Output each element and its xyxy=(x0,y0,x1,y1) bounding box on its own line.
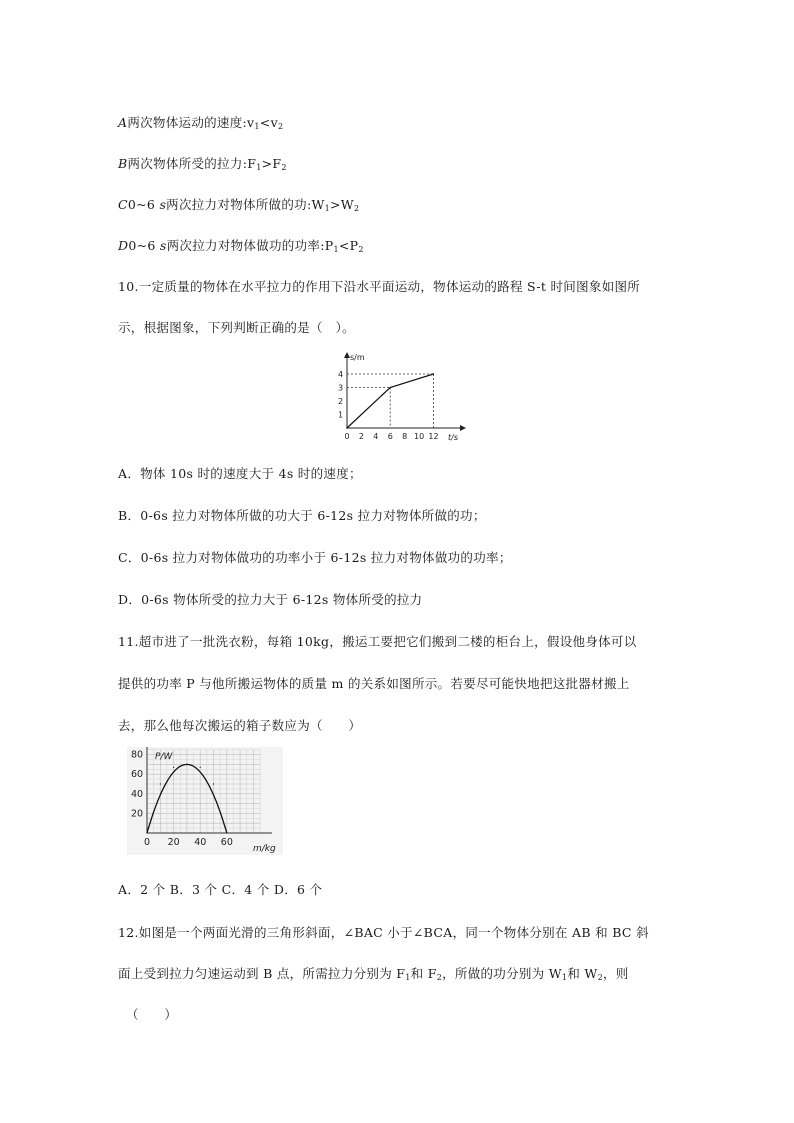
q10-stem-line1: 10.一定质量的物体在水平拉力的作用下沿水平面运动，物体运动的路程 S-t 时间图象如图所 xyxy=(118,279,641,294)
q11-options: A．2 个 B．3 个 C．4 个 D．6 个 xyxy=(118,882,323,897)
q10-x-tick-label: 6 xyxy=(387,432,393,441)
q10-y-tick-label: 2 xyxy=(338,397,344,406)
q11-y-tick-label: 40 xyxy=(131,788,144,800)
q11-data-point xyxy=(200,767,201,768)
q9-option-c: C0~6 s两次拉力对物体所做的功$:W_1>W_2$ xyxy=(118,197,360,213)
q11-x-label: m/kg xyxy=(253,844,276,854)
q10-x-tick-label: 4 xyxy=(373,432,379,441)
q10-x-label: t/s xyxy=(448,433,458,442)
q10-st-graph xyxy=(330,350,470,445)
q11-y-label: P/W xyxy=(155,752,173,762)
q10-y-tick-label: 1 xyxy=(338,410,344,420)
q10-x-arrow xyxy=(460,425,466,431)
q12-stem-line3: （ ） xyxy=(126,1007,178,1022)
q10-option-d: D．0-6s 物体所受的拉力大于 6-12s 物体所受的拉力 xyxy=(118,592,423,607)
q10-option-a: A．物体 10s 时的速度大于 4s 时的速度； xyxy=(118,466,362,481)
q11-x-tick-label: 0 xyxy=(144,837,151,848)
q11-y-tick-label: 60 xyxy=(131,769,144,781)
q9-option-d: D0~6 s两次拉力对物体做功的功率$:P_1<P_2$ xyxy=(118,238,364,254)
q11-data-point xyxy=(160,783,161,784)
q10-y-tick-label: 3 xyxy=(338,383,344,393)
q10-option-c: C．0-6s 拉力对物体做功的功率小于 6-12s 拉力对物体做功的功率； xyxy=(118,550,512,565)
q9-option-b: B两次物体所受的拉力$:F_1>F_2$ xyxy=(118,156,287,172)
q10-data-point xyxy=(389,387,391,389)
q10-x-tick-label: 0 xyxy=(344,432,350,441)
q10-x-tick-label: 10 xyxy=(414,432,425,441)
q11-stem-line3: 去，那么他每次搬运的箱子数应为（ ） xyxy=(118,718,362,733)
q11-x-tick-label: 40 xyxy=(194,837,207,848)
q12-stem-line1: 12.如图是一个两面光滑的三角形斜面，∠BAC 小于∠BCA，同一个物体分别在 AB 和 BC 斜 xyxy=(118,925,649,940)
q10-x-tick-label: 2 xyxy=(358,432,364,441)
q10-data-point xyxy=(433,373,435,375)
q11-data-point xyxy=(186,764,187,765)
q11-data-point xyxy=(226,832,227,833)
q9-option-a: A两次物体运动的速度$:v_1<v_2$ xyxy=(118,115,284,131)
q10-stem-line2: 示，根据图象，下列判断正确的是（ ）。 xyxy=(118,320,355,335)
q11-y-tick-label: 20 xyxy=(131,808,144,820)
q11-y-tick-label: 80 xyxy=(131,749,144,761)
q10-y-tick-label: 4 xyxy=(338,370,344,379)
q10-data-point xyxy=(346,427,348,429)
q11-data-point xyxy=(213,783,214,784)
q10-x-tick-label: 8 xyxy=(402,432,408,441)
q10-y-label: s/m xyxy=(350,353,365,362)
q10-option-b: B．0-6s 拉力对物体所做的功大于 6-12s 拉力对物体所做的功； xyxy=(118,508,486,523)
q11-data-point xyxy=(146,832,147,833)
q11-x-tick-label: 20 xyxy=(167,837,180,848)
q11-pm-graph xyxy=(125,747,285,857)
q12-stem-line2: 面上受到拉力匀速运动到 B 点，所需拉力分别为 $F_1$和 $F_2$，所做的功分别为 $W_1$和 $W_2$，则 xyxy=(118,966,629,982)
q11-x-tick-label: 60 xyxy=(220,837,233,848)
q11-data-point xyxy=(173,767,174,768)
q10-x-tick-label: 12 xyxy=(428,432,439,441)
q11-stem-line1: 11.超市进了一批洗衣粉，每箱 10kg，搬运工要把它们搬到二楼的柜台上，假设他身体可以 xyxy=(118,634,637,649)
q11-stem-line2: 提供的功率 P 与他所搬运物体的质量 m 的关系如图所示。若要尽可能快地把这批器材搬上 xyxy=(118,676,630,691)
